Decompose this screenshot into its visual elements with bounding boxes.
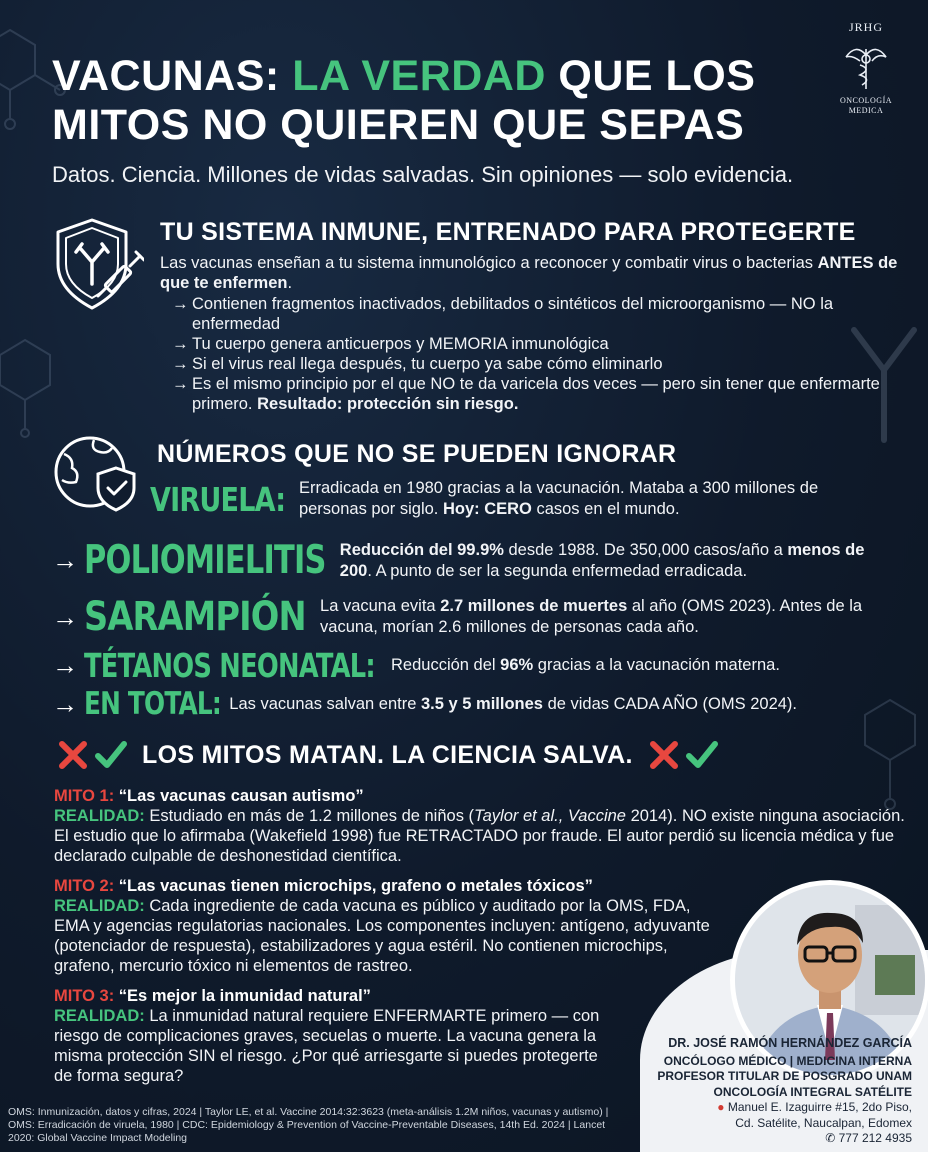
stat-description	[340, 540, 900, 582]
cross-mark-icon	[647, 738, 681, 772]
address-text: Manuel E. Izaguirre #15, 2do Piso,	[727, 1100, 912, 1114]
reality-label: REALIDAD:	[54, 807, 145, 825]
doctor-clinic: ONCOLOGÍA INTEGRAL SATÉLITE	[713, 1084, 912, 1099]
reality-text: 2014). NO existe ninguna asociación. El estudio que lo afirmaba (Wakefield 1998) fue RETRACTADO por fraude. El autor perdió su licencia médica y fue declarado culpable de deshonestidad científica.	[54, 807, 905, 865]
immune-bullet-list	[160, 294, 900, 414]
stat-sarampion	[52, 594, 912, 640]
stat-name: POLIOMIELITIS	[84, 538, 326, 583]
title-highlight: LA VERDAD	[292, 52, 546, 100]
stat-bold: Hoy: CERO	[442, 500, 532, 518]
stat-name: TÉTANOS NEONATAL:	[84, 646, 375, 685]
myth-title: “Las vacunas tienen microchips, grafeno o metales tóxicos”	[118, 877, 593, 895]
syringe-icon	[98, 252, 144, 296]
stat-bold: menos de 200	[339, 540, 865, 580]
check-mark-icon	[94, 738, 128, 772]
myth-reality	[54, 1006, 614, 1086]
list-item	[160, 374, 900, 414]
section-heading-numbers: NÚMEROS QUE NO SE PUEDEN IGNORAR	[157, 440, 677, 468]
myth-block-3	[54, 986, 614, 1086]
shield-antibody-icon	[52, 216, 144, 312]
stat-description	[299, 478, 879, 520]
stat-text: de vidas CADA AÑO (OMS 2024).	[542, 694, 798, 713]
stat-viruela	[150, 478, 910, 520]
arrow-icon: →	[172, 375, 189, 393]
stat-polio	[52, 538, 912, 583]
list-item-text: Tu cuerpo genera anticuerpos y MEMORIA inmunológica	[192, 335, 609, 353]
stat-text: Las vacunas salvan entre	[229, 694, 421, 713]
list-item-bold: Resultado: protección sin riesgo.	[257, 395, 519, 413]
myth-title: “Las vacunas causan autismo”	[118, 787, 364, 805]
section-body-immune	[160, 253, 900, 414]
myth-label: MITO 2:	[54, 877, 115, 895]
doctor-phone-line	[622, 1131, 912, 1147]
doctor-address-line2: Cd. Satélite, Naucalpan, Edomex	[735, 1115, 912, 1130]
section-heading-immune: TU SISTEMA INMUNE, ENTRENADO PARA PROTEGERTE	[160, 218, 856, 246]
logo-text-line2: MEDICA	[848, 106, 884, 115]
stat-text: gracias a la vacunación materna.	[533, 656, 780, 674]
check-mark-icon	[685, 738, 719, 772]
stat-description	[320, 596, 880, 638]
myth-title-line	[54, 986, 614, 1006]
list-item	[160, 334, 900, 354]
arrow-icon: →	[52, 650, 78, 680]
list-item-text: Es el mismo principio por el que NO te da varicela dos veces — pero sin tener que enfermarte primero.	[192, 375, 880, 413]
immune-intro-text: Las vacunas enseñan a tu sistema inmunológico a reconocer y combatir virus o bacterias	[160, 254, 818, 272]
arrow-icon: →	[172, 335, 189, 353]
myth-block-1	[54, 786, 914, 866]
stat-text: Erradicada en 1980 gracias a la vacunación. Mataba a 300 millones de personas por siglo.	[298, 479, 819, 518]
list-item-text: Contienen fragmentos inactivados, debilitados o sintéticos del microorganismo — NO la enfermedad	[192, 295, 834, 333]
myth-label: MITO 1:	[54, 787, 115, 805]
stat-bold: 96%	[500, 656, 534, 674]
stat-description	[391, 655, 780, 676]
stat-bold: Reducción del 99.9%	[339, 540, 504, 559]
reality-text: Cada ingrediente de cada vacuna es público y auditado por la OMS, FDA, EMA y agencias regulatorias nacionales. Los componentes incluyen: antígeno, adyuvante (potenciador de respuesta), estabilizadores y agua estéril. No contienen microchips, grafeno, mercurio tóxico ni elementos de rastreo.	[54, 897, 710, 975]
stat-text: . A punto de ser la segunda enfermedad erradicada.	[367, 561, 748, 580]
doctor-contact-card	[622, 1036, 912, 1147]
immune-intro-bold: ANTES de que te enfermen	[160, 254, 898, 292]
title-part2: QUE LOS MITOS NO QUIEREN QUE SEPAS	[52, 52, 756, 149]
reality-text: La inmunidad natural requiere ENFERMARTE primero — con riesgo de complicaciones graves, secuelas o muerte. La vacuna genera la misma protección SIN el riesgo. ¿Por qué arriesgarte si puedes protegerte de forma segura?	[54, 1007, 600, 1085]
map-pin-icon: ●	[717, 1100, 725, 1114]
arrow-icon: →	[52, 545, 78, 575]
logo-initials: JRHG	[848, 20, 883, 34]
immune-intro-end: .	[287, 274, 293, 292]
phone-icon: ✆	[825, 1131, 836, 1145]
stat-name: EN TOTAL:	[84, 686, 222, 722]
doctor-name: DR. JOSÉ RAMÓN HERNÁNDEZ GARCÍA	[668, 1036, 912, 1050]
stat-tetanos	[52, 646, 912, 685]
cross-mark-icon	[56, 738, 90, 772]
arrow-icon: →	[172, 295, 189, 313]
molecule-decoration-mid-left	[0, 320, 65, 440]
reality-citation: Taylor et al., Vaccine	[474, 807, 626, 825]
page-title	[52, 52, 832, 150]
reality-label: REALIDAD:	[54, 897, 145, 915]
doctor-specialty: ONCÓLOGO MÉDICO | MEDICINA INTERNA	[663, 1053, 912, 1068]
arrow-icon: →	[172, 355, 189, 373]
logo-text-line1: ONCOLOGÍA	[839, 96, 893, 105]
stat-total	[52, 686, 912, 722]
page-subtitle: Datos. Ciencia. Millones de vidas salvadas. Sin opiniones — solo evidencia.	[52, 162, 794, 187]
brand-logo	[826, 20, 906, 120]
myth-label: MITO 3:	[54, 987, 115, 1005]
stat-text: La vacuna evita	[320, 597, 441, 615]
myth-title-line	[54, 876, 714, 896]
myth-title-line	[54, 786, 914, 806]
stat-name: SARAMPIÓN	[84, 594, 306, 640]
stat-text: desde 1988. De 350,000 casos/año a	[503, 540, 788, 559]
reality-text: Estudiado en más de 1.2 millones de niños (	[149, 807, 475, 825]
globe-shield-icon	[50, 432, 142, 514]
reality-label: REALIDAD:	[54, 1007, 145, 1025]
stat-bold: 2.7 millones de muertes	[440, 597, 628, 615]
myth-title: “Es mejor la inmunidad natural”	[118, 987, 371, 1005]
references-footer: OMS: Inmunización, datos y cifras, 2024 | Taylor LE, et al. Vaccine 2014:32:3623 (meta-análisis 1.2M niños, vacunas y autismo) | OMS: Erradicación de viruela, 1980 | CDC: Epidemiology & Prevention of Vaccine-Preventable Diseases, 14th Ed. 2024 | Lancet 2020: Global Vaccine Impact Modeling	[8, 1106, 609, 1144]
list-item	[160, 294, 900, 334]
stat-text: al año (OMS 2023). Antes de la vacuna, morían 2.6 millones de personas cada año.	[320, 597, 863, 636]
doctor-position: PROFESOR TITULAR DE POSGRADO UNAM	[657, 1069, 912, 1083]
list-item	[160, 354, 900, 374]
phone-text: 777 212 4935	[838, 1131, 912, 1145]
doctor-address-line1	[622, 1100, 912, 1116]
section-heading-myths: LOS MITOS MATAN. LA CIENCIA SALVA.	[142, 740, 633, 769]
myths-heading-row	[56, 738, 719, 772]
stat-text: casos en el mundo.	[531, 500, 680, 518]
stat-name: VIRUELA:	[150, 479, 286, 519]
immune-intro	[160, 253, 900, 293]
arrow-icon: →	[52, 601, 78, 632]
myth-reality	[54, 806, 914, 866]
stat-text: Reducción del	[391, 656, 501, 674]
medical-emblem-icon	[838, 35, 894, 91]
myth-block-2	[54, 876, 714, 976]
stat-description	[229, 694, 797, 715]
arrow-icon: →	[52, 688, 78, 719]
title-part1: VACUNAS:	[52, 52, 293, 100]
list-item-text: Si el virus real llega después, tu cuerpo ya sabe cómo eliminarlo	[192, 355, 663, 373]
myth-reality	[54, 896, 714, 976]
stat-bold: 3.5 y 5 millones	[421, 694, 543, 713]
